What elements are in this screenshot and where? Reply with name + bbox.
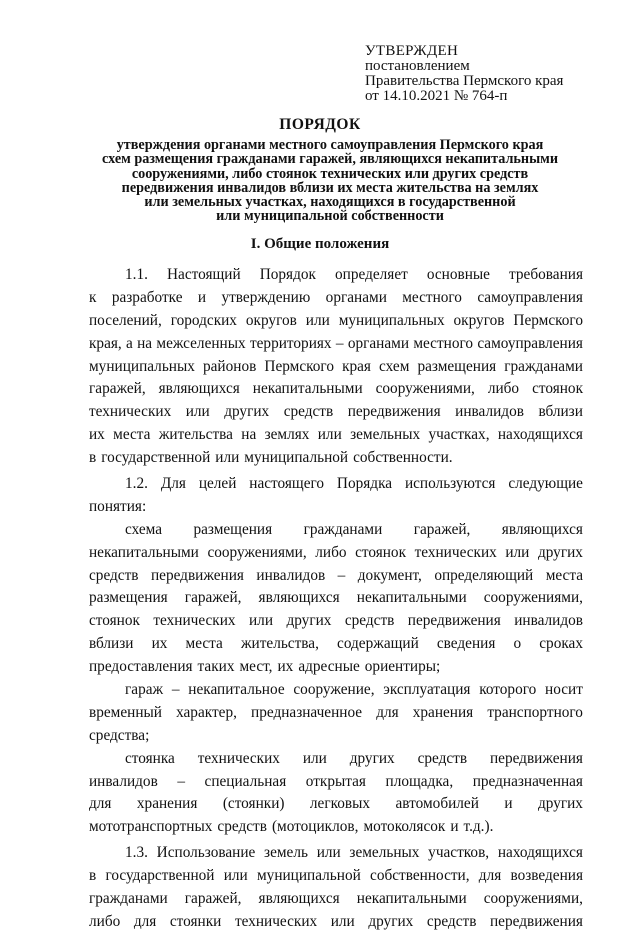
body-line: инвалидов – специальная открытая площадка, предназначенная (89, 772, 583, 790)
body-line: вблизи их места жительства, содержащий сведения о сроках (89, 635, 583, 653)
subtitle-line: передвижения инвалидов вблизи их места жительства на землях (121, 179, 539, 196)
subtitle-line: сооружениями, либо стоянок технических или других средств (131, 165, 529, 182)
body-line: стоянка технических или других средств передвижения (125, 749, 583, 767)
body-line: технических или других средств передвижения инвалидов вблизи (89, 403, 583, 421)
body-line: 1.2. Для целей настоящего Порядка используются следующие (125, 475, 583, 493)
body-line: муниципальных районов Пермского края схем размещения гражданами (89, 357, 583, 375)
body-line: схема размещения гражданами гаражей, являющихся (125, 520, 583, 538)
approval-by-resolution: постановлением (365, 58, 470, 74)
body-line: некапитальными сооружениями, либо стоянок технических или других (89, 543, 583, 561)
body-line: 1.3. Использование земель или земельных участков, находящихся (125, 844, 583, 862)
body-line: средств передвижения инвалидов – документ, определяющий места (89, 566, 583, 584)
body-line: предоставления таких мест, их адресные ориентиры; (89, 658, 441, 676)
approval-stamp-block (365, 44, 563, 104)
body-line: стоянок технических или других средств передвижения инвалидов (89, 612, 583, 630)
body-line: мототранспортных средств (мотоциклов, мотоколясок и т.д.). (89, 818, 494, 836)
body-line: средства; (89, 726, 150, 744)
body-line: либо для стоянки технических или других средств передвижения (89, 912, 583, 930)
body-line: временный характер, предназначенное для хранения транспортного (89, 703, 583, 721)
body-line: в государственной или муниципальной собственности, для возведения (89, 867, 583, 885)
subtitle-line: схем размещения гражданами гаражей, являющихся некапитальными (101, 151, 559, 168)
body-line: их места жительства на землях или земельных участках, находящихся (89, 426, 583, 444)
body-line: поселений, городских округов или муниципальных округов Пермского (89, 311, 583, 329)
document-title: ПОРЯДОК (279, 116, 361, 133)
body-line: гаражей, являющихся некапитальными сооружениями, либо стоянок (89, 380, 583, 398)
approval-government: Правительства Пермского края (365, 73, 564, 89)
document-body (89, 264, 583, 934)
approval-heading: УТВЕРЖДЕН (365, 43, 459, 59)
approval-date-number: от 14.10.2021 № 764-п (365, 88, 508, 104)
body-line: в государственной или муниципальной собственности. (89, 449, 453, 467)
body-line: гражданами гаражей, являющихся некапитальными сооружениями, (89, 890, 583, 908)
body-line: 1.1. Настоящий Порядок определяет основные требования (125, 266, 583, 283)
document-subtitle (60, 138, 600, 224)
subtitle-line: или муниципальной собственности (216, 208, 444, 225)
body-line: гараж – некапитальное сооружение, эксплуатация которого носит (125, 681, 583, 699)
subtitle-line: или земельных участках, находящихся в государственной (144, 194, 516, 211)
section-heading: I. Общие положения (250, 236, 390, 252)
body-line: к разработке и утверждению органами местного самоуправления (89, 288, 583, 306)
body-line: края, а на межселенных территориях – органами местного самоуправления (89, 334, 583, 352)
body-line: для хранения (стоянки) легковых автомобилей и других (89, 795, 583, 813)
subtitle-line: утверждения органами местного самоуправления Пермского края (116, 137, 544, 153)
body-line: размещения гаражей, являющихся некапитальными сооружениями, (89, 589, 583, 607)
body-line: понятия: (89, 497, 147, 515)
